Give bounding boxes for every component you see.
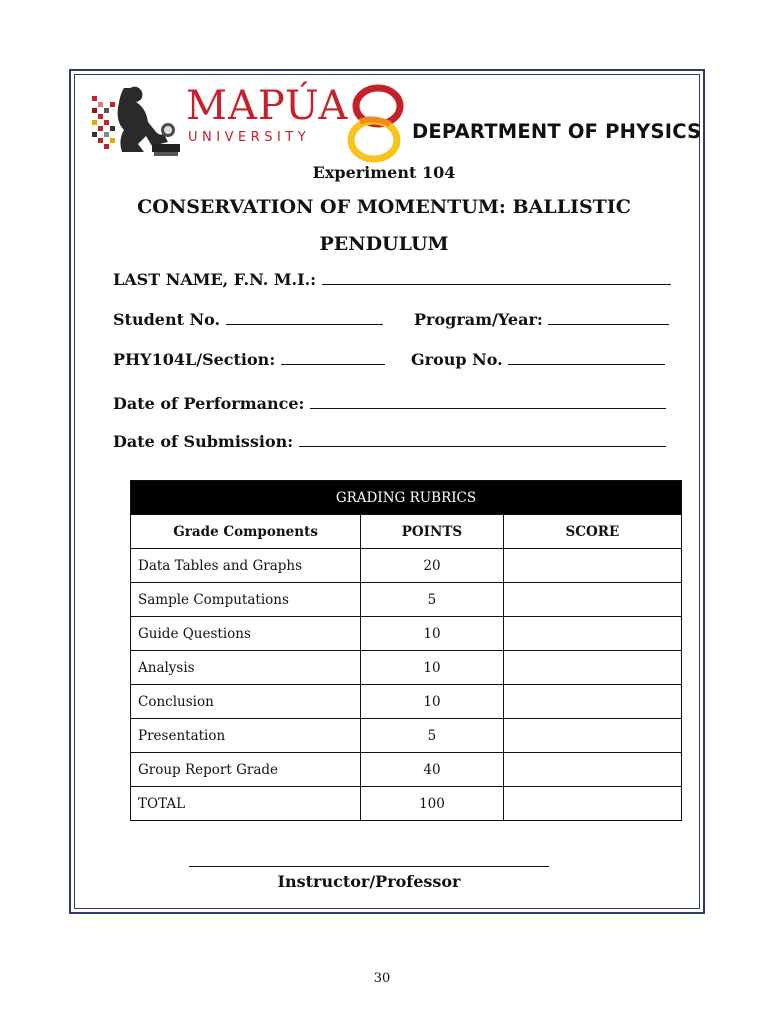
row-component: Analysis	[131, 651, 361, 685]
row-score-cell[interactable]	[503, 549, 681, 583]
date-submission-label: Date of Submission:	[113, 432, 294, 451]
row-component: Conclusion	[131, 685, 361, 719]
date-performance-label: Date of Performance:	[113, 394, 305, 413]
experiment-title-line2: PENDULUM	[319, 233, 449, 255]
date-submission-blank[interactable]	[299, 432, 666, 447]
row-score-cell[interactable]	[503, 753, 681, 787]
table-row	[131, 753, 682, 787]
table-row	[131, 719, 682, 753]
table-row	[131, 685, 682, 719]
mapua-seal-icon	[90, 82, 186, 162]
row-component: Presentation	[131, 719, 361, 753]
table-row-total	[131, 787, 682, 821]
group-no-label: Group No.	[411, 350, 503, 369]
column-header-components: Grade Components	[131, 515, 361, 549]
section-label: PHY104L/Section:	[113, 350, 276, 369]
experiment-title-line1: CONSERVATION OF MOMENTUM: BALLISTIC	[137, 196, 631, 218]
rubrics-column-headers	[131, 515, 682, 549]
row-points: 100	[361, 787, 504, 821]
department-name: DEPARTMENT OF PHYSICS	[412, 120, 702, 143]
row-component: Sample Computations	[131, 583, 361, 617]
group-no-field	[411, 350, 665, 369]
row-points: 10	[361, 651, 504, 685]
row-score-cell[interactable]	[503, 685, 681, 719]
row-points: 10	[361, 685, 504, 719]
last-name-blank[interactable]	[322, 270, 671, 285]
last-name-label: LAST NAME, F.N. M.I.:	[113, 270, 317, 289]
figure-eight-logo-icon	[346, 82, 408, 164]
group-no-blank[interactable]	[508, 350, 665, 365]
column-header-points: POINTS	[361, 515, 504, 549]
row-component: Data Tables and Graphs	[131, 549, 361, 583]
date-submission-field	[113, 432, 666, 451]
row-component: Guide Questions	[131, 617, 361, 651]
row-score-cell[interactable]	[503, 651, 681, 685]
date-performance-field	[113, 394, 666, 413]
student-no-label: Student No.	[113, 310, 221, 329]
signature-line[interactable]	[189, 866, 549, 867]
row-component: Group Report Grade	[131, 753, 361, 787]
mapua-wordmark: MAPÚA	[186, 83, 349, 129]
row-points: 40	[361, 753, 504, 787]
row-points: 10	[361, 617, 504, 651]
experiment-number: Experiment 104	[312, 163, 456, 182]
row-score-cell[interactable]	[503, 719, 681, 753]
date-performance-blank[interactable]	[310, 394, 666, 409]
column-header-score: SCORE	[503, 515, 681, 549]
table-row	[131, 617, 682, 651]
page-number: 30	[373, 971, 391, 986]
program-year-label: Program/Year:	[414, 310, 543, 329]
student-no-blank[interactable]	[226, 310, 383, 325]
table-row	[131, 549, 682, 583]
program-year-blank[interactable]	[548, 310, 669, 325]
row-score-cell[interactable]	[503, 583, 681, 617]
table-row	[131, 583, 682, 617]
section-blank[interactable]	[281, 350, 385, 365]
mapua-university-logo	[90, 82, 349, 162]
last-name-field	[113, 270, 671, 289]
signature-label: Instructor/Professor	[277, 872, 461, 891]
program-year-field	[414, 310, 669, 329]
row-points: 20	[361, 549, 504, 583]
row-score-cell[interactable]	[503, 617, 681, 651]
rubrics-title-row	[131, 481, 682, 515]
row-score-cell[interactable]	[503, 787, 681, 821]
grading-rubrics-table	[130, 480, 682, 821]
student-no-field	[113, 310, 383, 329]
row-points: 5	[361, 583, 504, 617]
department-of-physics-logo	[346, 82, 702, 164]
row-points: 5	[361, 719, 504, 753]
table-row	[131, 651, 682, 685]
section-field	[113, 350, 385, 369]
rubrics-title: GRADING RUBRICS	[131, 481, 682, 515]
row-component: TOTAL	[131, 787, 361, 821]
mapua-university-subtitle: UNIVERSITY	[188, 130, 311, 145]
